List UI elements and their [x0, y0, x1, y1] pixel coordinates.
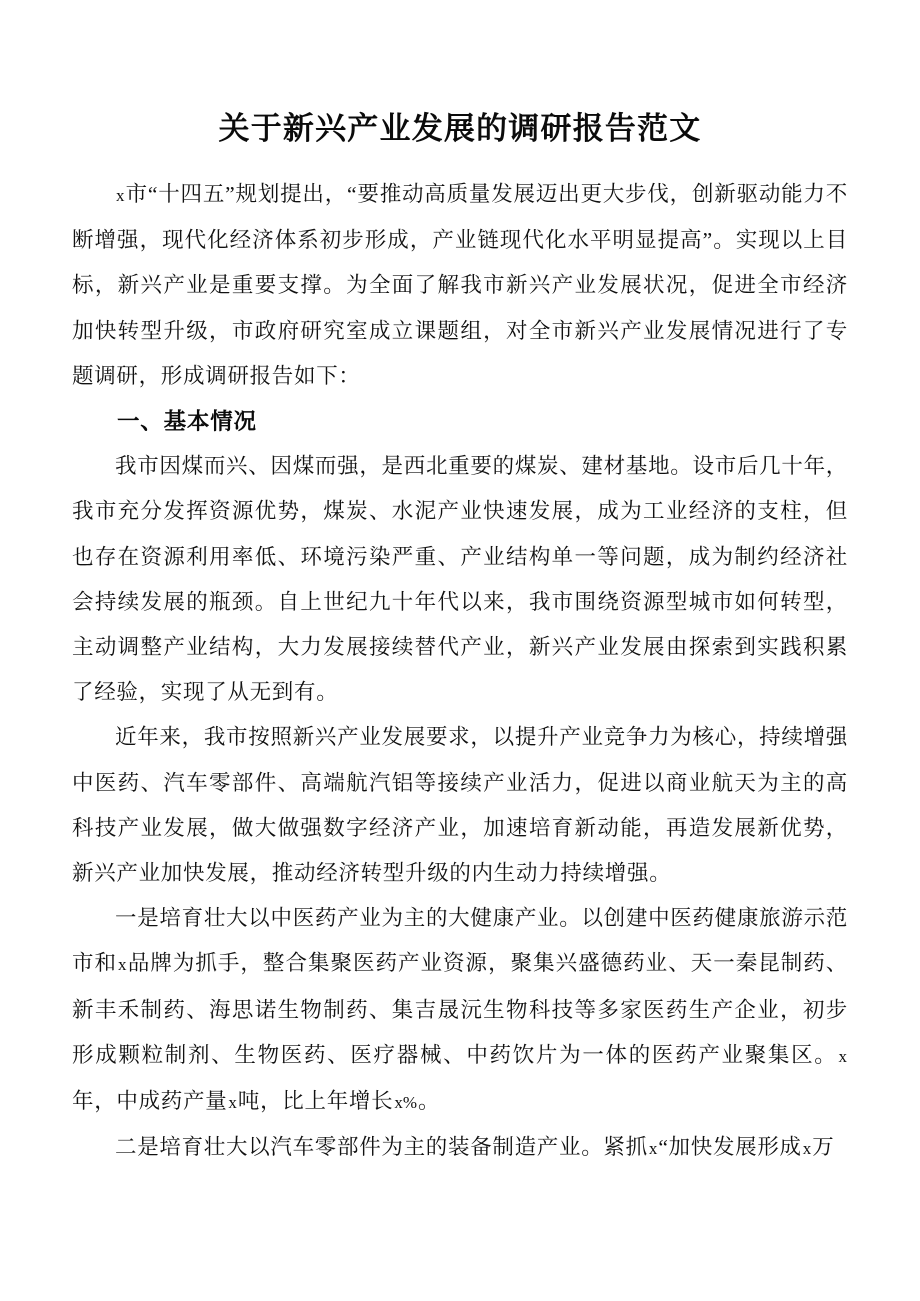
- placeholder-token: x%: [394, 1093, 417, 1113]
- placeholder-token: x: [118, 955, 127, 975]
- page-title: 关于新兴产业发展的调研报告范文: [218, 111, 702, 146]
- paragraph-item-two: 二是培育壮大以汽车零部件为主的装备制造产业。紧抓x“加快发展形成x万: [115, 1135, 835, 1160]
- placeholder-token: x: [838, 1046, 847, 1066]
- placeholder-token: x: [116, 186, 125, 205]
- placeholder-token: x: [802, 1139, 812, 1159]
- paragraph-recent-years: 近年来，我市按照新兴产业发展要求，以提升产业竞争力为核心，持续增强中医药、汽车零部件、高端航汽铝等接续产业活力，促进以商业航天为主的高科技产业发展，做大做强数字经济产业，加速培育新动能，再造发展新优势，新兴产业加快发展，推动经济转型升级的内生动力持续增强。: [72, 725, 848, 886]
- placeholder-token: x: [228, 1093, 237, 1113]
- paragraph-intro: x市“十四五”规划提出，“要推动高质量发展迈出更大步伐，创新驱动能力不断增强，现代化经济体系初步形成，产业链现代化水平明显提高”。实现以上目标，新兴产业是重要支撑。为全面了解我市新兴产业发展状况，促进全市经济加快转型升级，市政府研究室成立课题组，对全市新兴产业发展情况进行了专题调研，形成调研报告如下：: [72, 182, 848, 388]
- placeholder-token: x: [648, 1139, 658, 1159]
- section-heading-1: 一、基本情况: [117, 409, 257, 435]
- document-body: [72, 172, 848, 1171]
- paragraph-item-one: 一是培育壮大以中医药产业为主的大健康产业。以创建中医药健康旅游示范市和x品牌为抓手，整合集聚医药产业资源，聚集兴盛德药业、天一秦昆制药、新丰禾制药、海思诺生物制药、集吉晟沅生物科技等多家医药生产企业，初步形成颗粒制剂、生物医药、医疗器械、中药饮片为一体的医药产业聚集区。x年，中成药产量x吨，比上年增长x%。: [72, 906, 848, 1114]
- paragraph-background: 我市因煤而兴、因煤而强，是西北重要的煤炭、建材基地。设市后几十年，我市充分发挥资源优势，煤炭、水泥产业快速发展，成为工业经济的支柱，但也存在资源利用率低、环境污染严重、产业结构单一等问题，成为制约经济社会持续发展的瓶颈。自上世纪九十年代以来，我市围绕资源型城市如何转型，主动调整产业结构，大力发展接续替代产业，新兴产业发展由探索到实践积累了经验，实现了从无到有。: [72, 454, 848, 705]
